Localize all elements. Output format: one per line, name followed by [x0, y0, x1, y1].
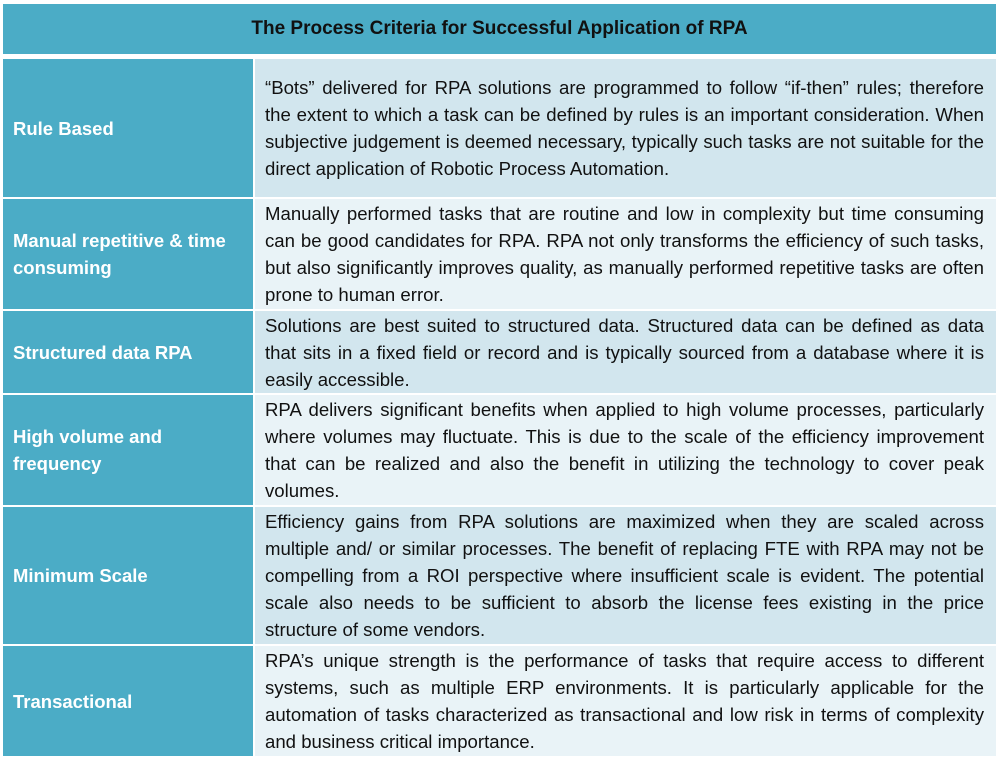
criterion-description: “Bots” delivered for RPA solutions are programmed to follow “if-then” rules; therefore the extent to which a task can be defined by rules is an important consideration. When subjective judgement is deemed necessary, typically such tasks are not suitable for the direct application of Robotic Process Automation.	[265, 77, 984, 179]
criterion-description-cell	[255, 199, 996, 309]
criterion-label: Transactional	[3, 646, 255, 756]
table-row	[3, 199, 996, 311]
criterion-description: Manually performed tasks that are routine and low in complexity but time consuming can be good candidates for RPA. RPA not only transforms the efficiency of such tasks, but also significantly improves quality, as manually performed repetitive tasks are often prone to human error.	[265, 203, 984, 305]
criterion-description-cell	[255, 395, 996, 505]
table-row	[3, 646, 996, 758]
table-title: The Process Criteria for Successful Application of RPA	[251, 18, 748, 39]
rpa-criteria-table	[3, 4, 996, 758]
criterion-description-cell	[255, 646, 996, 756]
table-title-bar	[3, 4, 996, 59]
table-row	[3, 507, 996, 646]
criterion-description-cell	[255, 59, 996, 197]
criterion-label: Manual repetitive & time consuming	[3, 199, 255, 309]
criterion-description: RPA delivers significant benefits when applied to high volume processes, particularly where volumes may fluctuate. This is due to the scale of the efficiency improvement that can be realized and also the benefit in utilizing the technology to cover peak volumes.	[265, 399, 984, 501]
criterion-label: Minimum Scale	[3, 507, 255, 644]
criterion-label: Rule Based	[3, 59, 255, 197]
table-row	[3, 395, 996, 507]
criterion-label: Structured data RPA	[3, 311, 255, 393]
criterion-description-cell	[255, 311, 996, 393]
criterion-description: Solutions are best suited to structured data. Structured data can be defined as data that sits in a fixed field or record and is typically sourced from a database where it is easily accessible.	[265, 314, 984, 390]
criterion-label: High volume and frequency	[3, 395, 255, 505]
table-row	[3, 311, 996, 395]
table-row	[3, 59, 996, 199]
criterion-description: Efficiency gains from RPA solutions are maximized when they are scaled across multiple and/ or similar processes. The benefit of replacing FTE with RPA may not be compelling from a ROI perspective where insufficient scale is evident. The potential scale also needs to be sufficient to absorb the license fees existing in the price structure of some vendors.	[265, 511, 984, 640]
criterion-description: RPA’s unique strength is the performance of tasks that require access to different systems, such as multiple ERP environments. It is particularly applicable for the automation of tasks characterized as transactional and low risk in terms of complexity and business critical importance.	[265, 650, 984, 752]
criterion-description-cell	[255, 507, 996, 644]
